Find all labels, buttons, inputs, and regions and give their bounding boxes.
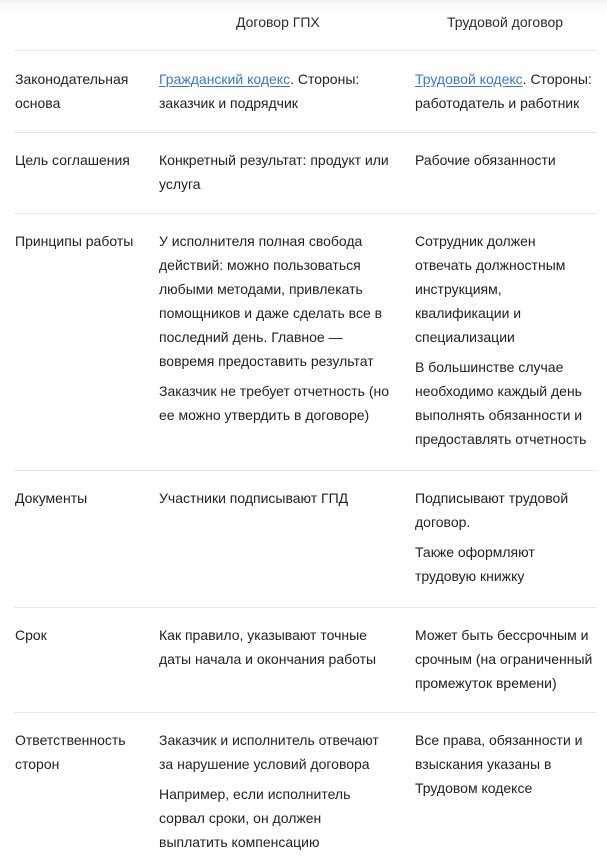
paragraph: Например, если исполнитель сорвал сроки, он должен выплатить компенсацию (159, 786, 351, 850)
paragraph: В большинстве случае необходимо каждый день выполнять обязанности и предоставлять отчетность (415, 359, 587, 447)
cell-gph-term: Как правило, указывают точные даты начала и окончания работы (159, 627, 377, 667)
civil-code-link[interactable]: Гражданский кодекс (159, 71, 291, 87)
cell-labor-liability: Все права, обязанности и взыскания указаны в Трудовом кодексе (415, 732, 583, 796)
paragraph: Также оформляют трудовую книжку (415, 544, 535, 584)
row-label-legal-basis: Законодательная основа (15, 71, 129, 111)
row-divider (14, 470, 597, 471)
cell-labor-term: Может быть бессрочным и срочным (на ограниченный промежуток времени) (415, 627, 593, 691)
table-header (0, 0, 607, 50)
paragraph: Подписывают трудовой договор. (415, 490, 569, 530)
paragraph: Заказчик и исполнитель отвечают за нарушение условий договора (159, 732, 379, 772)
cell-gph-liability (159, 728, 379, 854)
cell-labor-documents (415, 486, 568, 588)
column-header-labor: Трудовой договор (447, 14, 564, 30)
row-divider (14, 132, 597, 133)
paragraph: Сотрудник должен отвечать должностным инструкциям, квалификации и специализации (415, 233, 566, 345)
row-label-documents: Документы (15, 490, 88, 506)
paragraph: Заказчик не требует отчетность (но ее можно утвердить в договоре) (159, 383, 390, 423)
cell-gph-purpose: Конкретный результат: продукт или услуга (159, 152, 389, 192)
row-label-work-principles: Принципы работы (15, 233, 134, 249)
labor-code-link[interactable]: Трудовой кодекс (415, 71, 523, 87)
row-divider (14, 50, 597, 51)
column-header-gph: Договор ГПХ (236, 14, 320, 30)
paragraph: У исполнителя полная свобода действий: можно пользоваться любыми методами, привлекать помощников и даже сделать все в последний день. Главное — вовремя предоставить результат (159, 233, 383, 369)
row-divider (14, 712, 597, 713)
row-label-liability: Ответственность сторон (15, 732, 126, 772)
row-divider (14, 213, 597, 214)
cell-labor-work-principles (415, 229, 586, 451)
row-label-purpose: Цель соглашения (15, 152, 130, 168)
cell-labor-purpose: Рабочие обязанности (415, 152, 556, 168)
row-label-term: Срок (15, 627, 47, 643)
cell-gph-legal-basis: Гражданский кодекс. Стороны: заказчик и подрядчик (159, 71, 360, 111)
cell-labor-legal-basis: Трудовой кодекс. Стороны: работодатель и работник (415, 71, 592, 111)
row-divider (14, 607, 597, 608)
cell-gph-work-principles (159, 229, 389, 427)
cell-gph-documents: Участники подписывают ГПД (159, 490, 349, 506)
